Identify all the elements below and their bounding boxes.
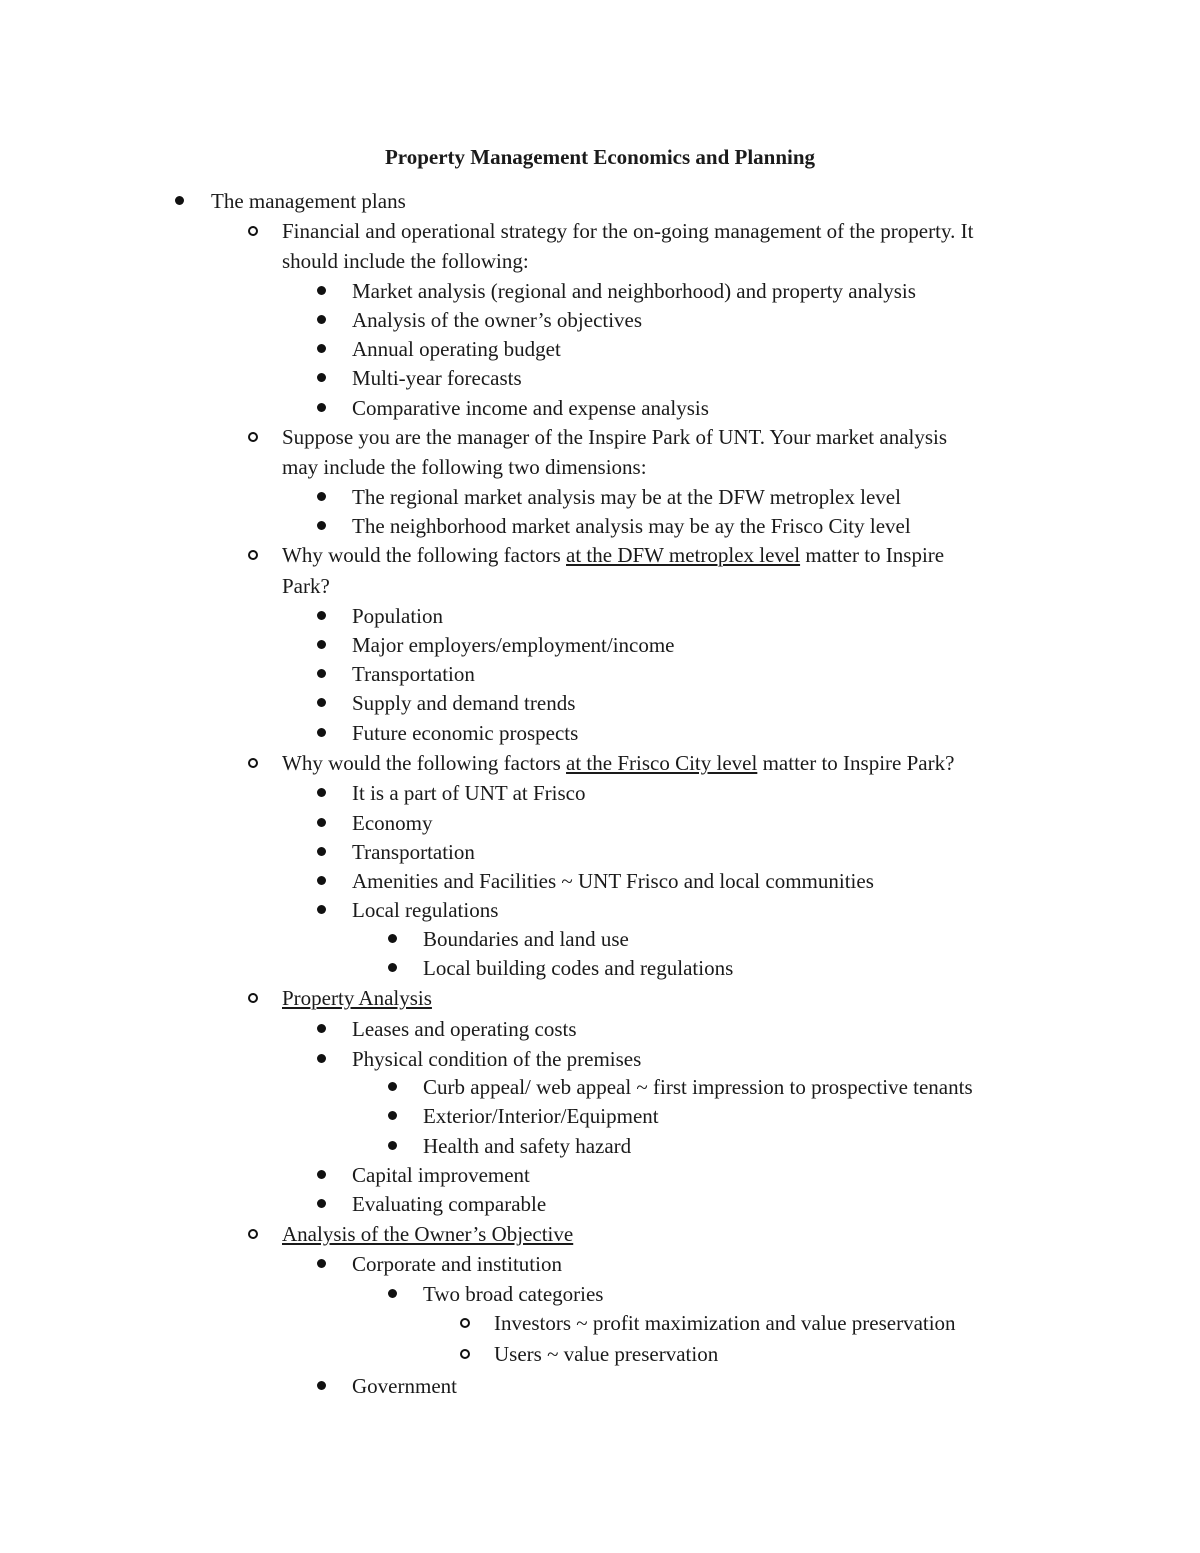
- bullet-disc-icon: [317, 788, 326, 797]
- bullet-ring-icon: [460, 1318, 470, 1328]
- bullet-disc-icon: [317, 698, 326, 707]
- text-run: matter to Inspire Park?: [757, 751, 955, 775]
- underlined-text: Analysis of the Owner’s Objective: [282, 1222, 574, 1246]
- list-item: Population: [352, 604, 444, 628]
- bullet-disc-icon: [317, 1024, 326, 1033]
- list-item: [282, 983, 432, 1013]
- bullet-ring-icon: [248, 550, 258, 560]
- list-item: [282, 748, 954, 778]
- list-item: It is a part of UNT at Frisco: [352, 781, 586, 805]
- list-item-continuation: may include the following two dimensions:: [282, 455, 647, 479]
- list-item: Government: [352, 1374, 457, 1398]
- bullet-ring-icon: [248, 993, 258, 1003]
- bullet-disc-icon: [317, 905, 326, 914]
- list-item: Future economic prospects: [352, 721, 579, 745]
- list-item-continuation: should include the following:: [282, 249, 529, 273]
- list-item: Physical condition of the premises: [352, 1047, 642, 1071]
- list-item: Users ~ value preservation: [494, 1342, 719, 1366]
- bullet-disc-icon: [388, 963, 397, 972]
- bullet-disc-icon: [317, 286, 326, 295]
- bullet-disc-icon: [175, 196, 184, 205]
- bullet-disc-icon: [317, 728, 326, 737]
- bullet-disc-icon: [317, 876, 326, 885]
- list-item: [282, 540, 944, 570]
- bullet-disc-icon: [317, 1054, 326, 1063]
- list-item: Local regulations: [352, 898, 499, 922]
- text-run: matter to Inspire: [800, 543, 945, 567]
- bullet-disc-icon: [388, 1289, 397, 1298]
- list-item: Capital improvement: [352, 1163, 530, 1187]
- list-item: Local building codes and regulations: [423, 956, 734, 980]
- list-item: Investors ~ profit maximization and value preservation: [494, 1311, 956, 1335]
- bullet-disc-icon: [388, 1111, 397, 1120]
- bullet-disc-icon: [388, 934, 397, 943]
- list-item: The neighborhood market analysis may be ay the Frisco City level: [352, 514, 911, 538]
- bullet-disc-icon: [388, 1141, 397, 1150]
- list-item: Economy: [352, 811, 433, 835]
- bullet-ring-icon: [248, 758, 258, 768]
- bullet-disc-icon: [317, 315, 326, 324]
- text-run: Why would the following factors: [282, 751, 567, 775]
- list-item: Health and safety hazard: [423, 1134, 632, 1158]
- bullet-disc-icon: [388, 1082, 397, 1091]
- list-item: Transportation: [352, 840, 475, 864]
- list-item: Multi-year forecasts: [352, 366, 522, 390]
- list-item: Major employers/employment/income: [352, 633, 675, 657]
- list-item: Corporate and institution: [352, 1252, 562, 1276]
- bullet-disc-icon: [317, 847, 326, 856]
- list-item: Transportation: [352, 662, 475, 686]
- bullet-disc-icon: [317, 1199, 326, 1208]
- list-item: Boundaries and land use: [423, 927, 629, 951]
- list-item: Two broad categories: [423, 1282, 604, 1306]
- list-item: Comparative income and expense analysis: [352, 396, 709, 420]
- bullet-disc-icon: [317, 669, 326, 678]
- bullet-disc-icon: [317, 403, 326, 412]
- list-item: Annual operating budget: [352, 337, 561, 361]
- list-item: Market analysis (regional and neighborhood) and property analysis: [352, 279, 916, 303]
- list-item: The regional market analysis may be at the DFW metroplex level: [352, 485, 901, 509]
- bullet-ring-icon: [248, 226, 258, 236]
- underlined-text: Property Analysis: [282, 986, 432, 1010]
- list-item: [282, 1219, 573, 1249]
- list-item: Evaluating comparable: [352, 1192, 547, 1216]
- bullet-disc-icon: [317, 344, 326, 353]
- bullet-disc-icon: [317, 373, 326, 382]
- list-item: Analysis of the owner’s objectives: [352, 308, 643, 332]
- document-title: Property Management Economics and Planning: [384, 145, 816, 169]
- bullet-disc-icon: [317, 1259, 326, 1268]
- list-item: Supply and demand trends: [352, 691, 576, 715]
- list-item: Exterior/Interior/Equipment: [423, 1104, 659, 1128]
- list-item: The management plans: [211, 189, 406, 213]
- list-item: Amenities and Facilities ~ UNT Frisco and local communities: [352, 869, 874, 893]
- underlined-text: at the Frisco City level: [566, 751, 758, 775]
- bullet-ring-icon: [460, 1349, 470, 1359]
- list-item: Suppose you are the manager of the Inspire Park of UNT. Your market analysis: [282, 425, 948, 449]
- bullet-disc-icon: [317, 492, 326, 501]
- bullet-disc-icon: [317, 611, 326, 620]
- underlined-text: at the DFW metroplex level: [566, 543, 801, 567]
- list-item: Leases and operating costs: [352, 1017, 577, 1041]
- text-run: Why would the following factors: [282, 543, 567, 567]
- list-item: Curb appeal/ web appeal ~ first impression to prospective tenants: [423, 1075, 973, 1099]
- bullet-disc-icon: [317, 818, 326, 827]
- list-item: Financial and operational strategy for the on-going management of the property. It: [282, 219, 974, 243]
- bullet-ring-icon: [248, 432, 258, 442]
- bullet-disc-icon: [317, 640, 326, 649]
- bullet-disc-icon: [317, 521, 326, 530]
- bullet-ring-icon: [248, 1229, 258, 1239]
- bullet-disc-icon: [317, 1381, 326, 1390]
- list-item-continuation: Park?: [282, 574, 330, 598]
- bullet-disc-icon: [317, 1170, 326, 1179]
